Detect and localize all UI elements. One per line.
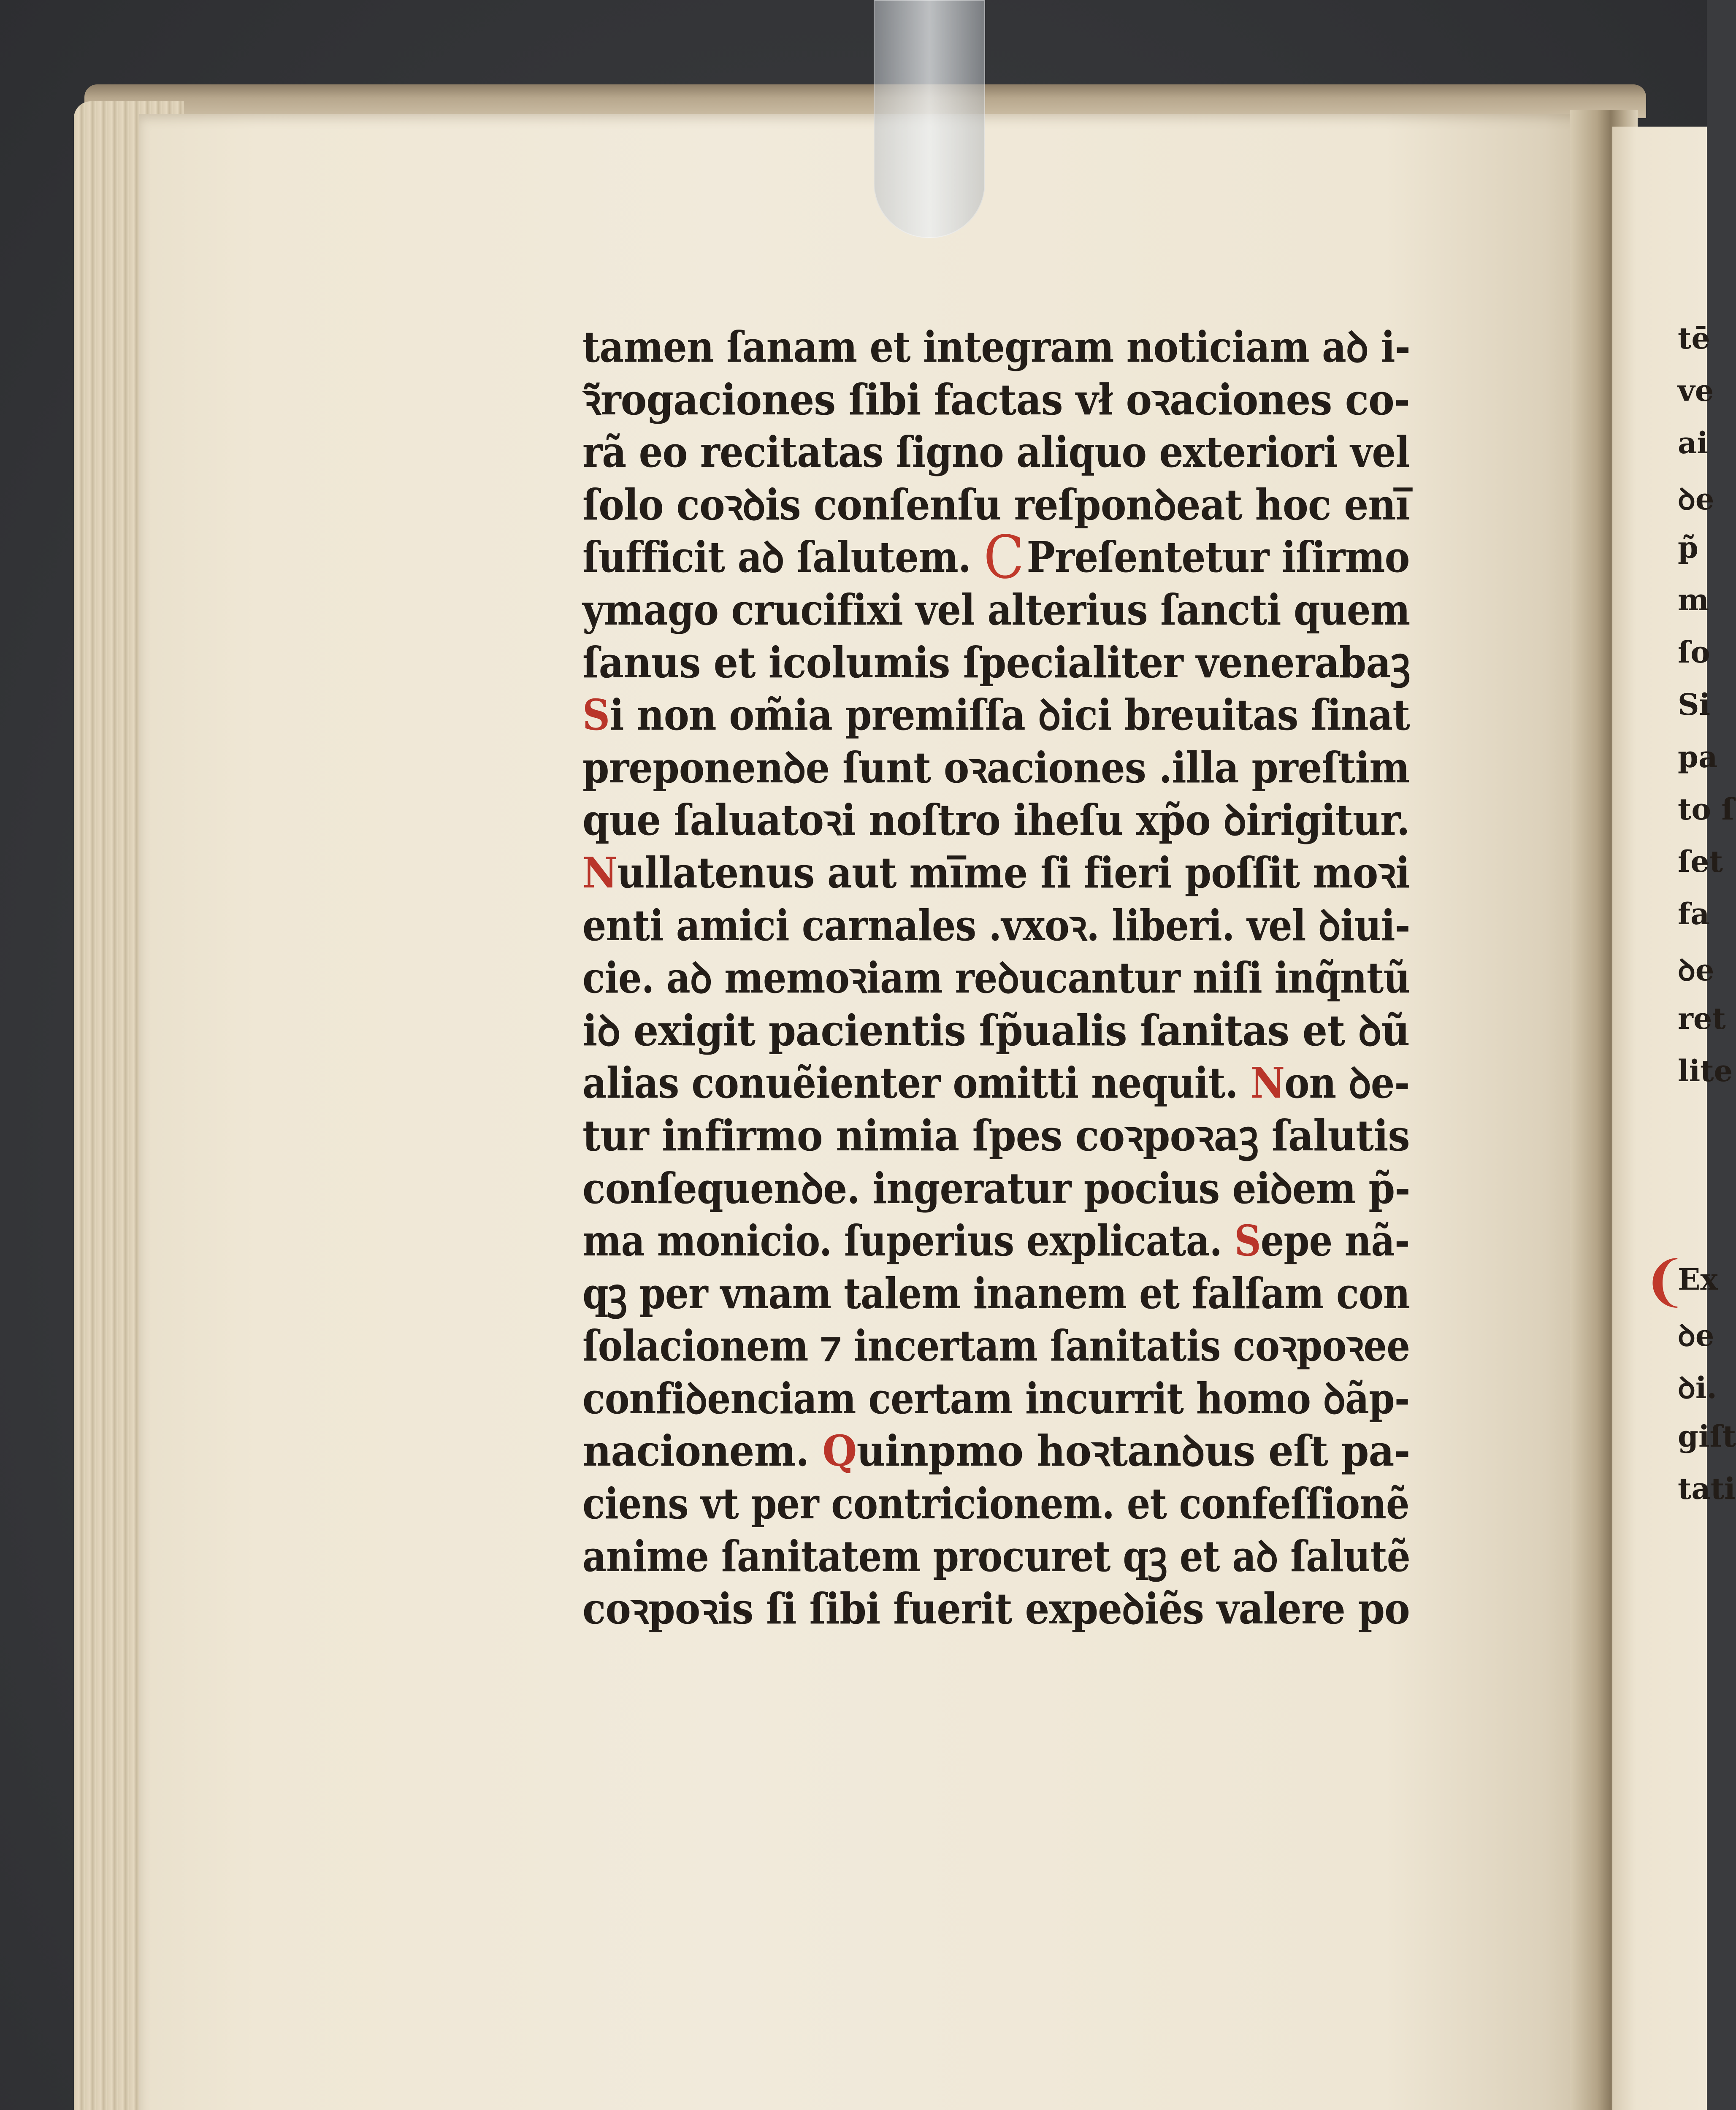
right-page-rubric-mark: ❨ <box>1642 1249 1688 1313</box>
text-line <box>582 952 1410 1004</box>
text-segment: confiꝺenciam certam incurrit homo ꝺãp- <box>582 1373 1410 1423</box>
right-page-text-fragment: ret <box>1678 1001 1726 1036</box>
right-page <box>1612 127 1736 2110</box>
text-segment: i non om̃ia premiſſa ꝺici breuitas ſinat <box>609 690 1410 740</box>
text-segment: uinpmo hoꝛtanꝺus eſt pa- <box>856 1426 1410 1476</box>
right-page-text-fragment: p̃ <box>1678 530 1698 565</box>
text-segment: on ꝺe- <box>1284 1058 1410 1108</box>
text-line <box>582 636 1410 689</box>
text-segment: ma monicio. ſuperius explicata. <box>582 1216 1235 1266</box>
right-page-text-fragment: ve <box>1678 373 1714 408</box>
text-line <box>582 847 1410 899</box>
rubricated-letter: N <box>1250 1058 1285 1108</box>
right-page-text-fragment: ai <box>1678 425 1708 460</box>
text-line <box>582 523 1410 592</box>
right-page-text-fragment: lite <box>1678 1053 1733 1088</box>
text-line <box>582 1057 1410 1109</box>
right-page-text-fragment: Si <box>1678 687 1711 722</box>
text-segment: preponenꝺe ſunt oꝛaciones .illa preſtim <box>582 742 1410 793</box>
right-page-text-fragment: tē <box>1678 321 1710 356</box>
text-line <box>582 1530 1410 1583</box>
text-segment: qꝫ per vnam talem inanem et falſam con <box>582 1268 1410 1318</box>
right-page-text-fragment: Ex <box>1678 1262 1718 1297</box>
text-segment: ſufficit aꝺ ſalutem. <box>582 532 984 582</box>
text-segment: ymago crucifixi vel alterius ſancti quem <box>582 584 1410 635</box>
right-page-text-fragment: m <box>1678 582 1709 617</box>
right-page-text-fragment: ꝺi. <box>1678 1370 1717 1405</box>
right-page-text-fragment: giſt <box>1678 1419 1736 1454</box>
text-segment: ꝛ̃rogaciones ſibi factas vł oꝛaciones co- <box>582 374 1410 425</box>
text-segment: conſequenꝺe. ingeratur pocius eiꝺem p̃- <box>582 1163 1410 1213</box>
text-line <box>582 1267 1410 1320</box>
rubricated-letter: S <box>1234 1216 1261 1266</box>
text-line <box>582 1582 1410 1635</box>
right-page-text-fragment: ꝺe <box>1678 1318 1714 1353</box>
right-page-text-fragment: ꝺe <box>1678 952 1714 987</box>
text-segment: iꝺ exigit pacientis ſp̃ualis ſanitas et ꝺũ <box>582 1005 1410 1055</box>
text-line <box>582 1109 1410 1162</box>
text-segment: ullatenus aut mi̅me ſi fieri poſſit moꝛi <box>617 847 1410 898</box>
text-line <box>582 321 1410 373</box>
text-segment: epe nã- <box>1260 1216 1410 1266</box>
text-line <box>582 1004 1410 1057</box>
text-line <box>582 794 1410 847</box>
text-line <box>582 479 1410 531</box>
text-line <box>582 899 1410 952</box>
text-line <box>582 1215 1410 1267</box>
left-page-text-block <box>582 321 1427 1635</box>
rubricated-letter: S <box>582 690 610 740</box>
text-line <box>582 1162 1410 1215</box>
text-segment: nacionem. <box>582 1426 823 1476</box>
text-segment: tur infirmo nimia ſpes coꝛpoꝛaꝫ ſalutis <box>582 1110 1410 1160</box>
text-segment: ſolacionem ⁊ incertam ſanitatis coꝛpoꝛee <box>582 1321 1410 1371</box>
text-line <box>582 1372 1410 1425</box>
rubricated-initial: C <box>983 523 1024 592</box>
right-page-text-fragment: tati <box>1678 1471 1736 1506</box>
text-segment: coꝛpoꝛis ſi ſibi fuerit expeꝺiẽs valere po <box>582 1584 1410 1634</box>
text-line <box>582 426 1410 479</box>
rubricated-letter: N <box>582 847 617 898</box>
text-segment: ſolo coꝛꝺis conſenſu reſponꝺeat hoc eni̅ <box>582 479 1410 530</box>
text-line <box>582 689 1410 741</box>
right-page-text-fragment: fa <box>1678 896 1710 931</box>
right-page-text-fragment: to ſ <box>1678 792 1734 827</box>
text-segment: ſanus et icolumis ſpecialiter venerabaꝫ <box>582 637 1410 687</box>
text-segment: enti amici carnales .vxoꝛ. liberi. vel ꝺiui- <box>582 900 1410 950</box>
text-segment: Preſentetur iſirmo <box>1026 532 1410 582</box>
book-top-edge <box>84 84 1646 118</box>
top-glass-clip <box>874 0 985 238</box>
text-line <box>582 1477 1409 1530</box>
text-segment: ciens vt per contricionem. et confeſſionẽ <box>582 1479 1409 1529</box>
text-segment: tamen ſanam et integram noticiam aꝺ i- <box>582 322 1410 372</box>
right-page-text-fragment: ſet <box>1678 844 1723 879</box>
text-segment: que ſaluatoꝛi noſtro iheſu xp̃o ꝺirigitur. <box>582 795 1410 845</box>
rubricated-letter: Q <box>822 1426 857 1476</box>
text-segment: alias conuẽienter omitti nequit. <box>582 1058 1251 1108</box>
right-page-text-fragment: ſo <box>1678 635 1710 670</box>
text-line <box>582 584 1410 636</box>
text-segment: cie. aꝺ memoꝛiam reꝺucantur niſi inq̃ntũ <box>582 953 1410 1003</box>
text-line <box>582 373 1410 426</box>
text-segment: rã eo recitatas ſigno aliquo exteriori vel <box>582 427 1410 477</box>
right-page-text-fragment: ꝺe <box>1678 482 1714 517</box>
text-line <box>582 741 1410 794</box>
text-line <box>582 1320 1410 1372</box>
right-page-text-fragment: pa <box>1678 739 1718 774</box>
text-segment: anime ſanitatem procuret qꝫ et aꝺ ſalutẽ <box>582 1531 1410 1581</box>
text-line <box>582 1425 1410 1477</box>
